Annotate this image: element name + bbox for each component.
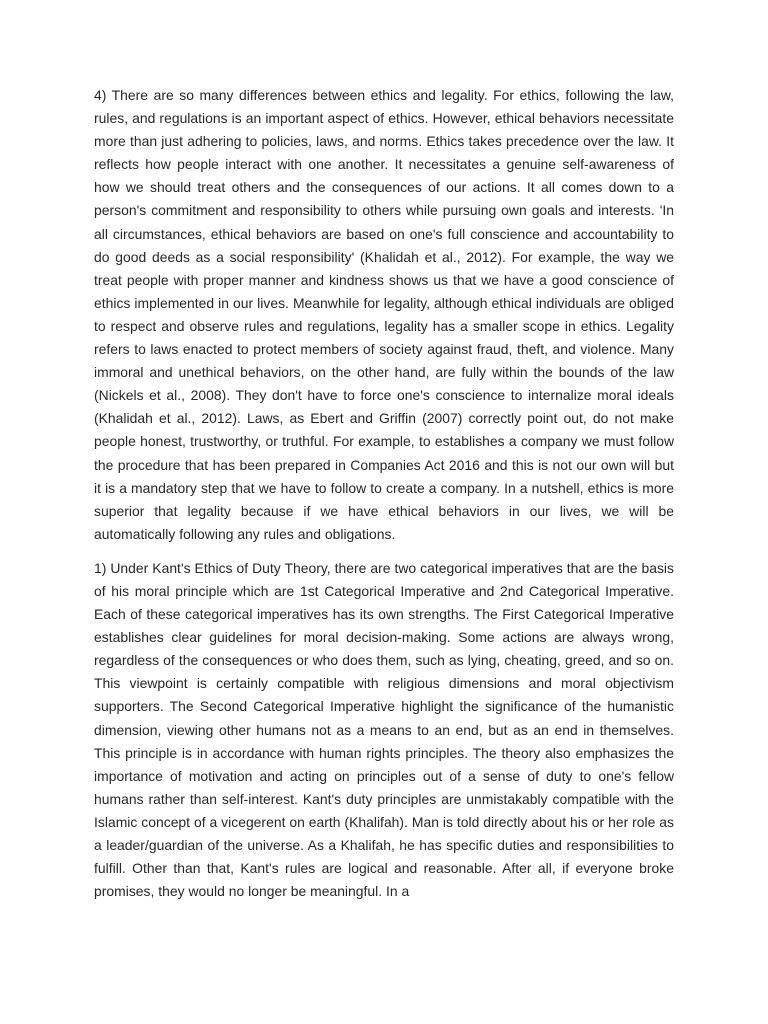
paragraph-kant-duty-theory: 1) Under Kant's Ethics of Duty Theory, there are two categorical imperatives that are the basis of his moral principle which are 1st Categorical Imperative and 2nd Categorical Imperative. Each of these categorical imperatives has its own strengths. The First Categorical Imperative establishes clear guidelines for moral decision-making. Some actions are always wrong, regardless of the consequences or who does them, such as lying, cheating, greed, and so on. This viewpoint is certainly compatible with religious dimensions and moral objectivism supporters. The Second Categorical Imperative highlight the significance of the humanistic dimension, viewing other humans not as a means to an end, but as an end in themselves. This principle is in accordance with human rights principles. The theory also emphasizes the importance of motivation and acting on principles out of a sense of duty to one's fellow humans rather than self-interest. Kant's duty principles are unmistakably compatible with the Islamic concept of a vicegerent on earth (Khalifah). Man is told directly about his or her role as a leader/guardian of the universe. As a Khalifah, he has specific duties and responsibilities to fulfill. Other than that, Kant's rules are logical and reasonable. After all, if everyone broke promises, they would no longer be meaningful. In a — [94, 559, 674, 900]
paragraph-ethics-vs-legality: 4) There are so many differences between ethics and legality. For ethics, following the law, rules, and regulations is an important aspect of ethics. However, ethical behaviors necessitate more than just adhering to policies, laws, and norms. Ethics takes precedence over the law. It reflects how people interact with one another. It necessitates a genuine self-awareness of how we should treat others and the consequences of our actions. It all comes down to a person's commitment and responsibility to others while pursuing own goals and interests. 'In all circumstances, ethical behaviors are based on one's full conscience and accountability to do good deeds as a social responsibility' (Khalidah et al., 2012). For example, the way we treat people with proper manner and kindness shows us that we have a good conscience of ethics implemented in our lives. Meanwhile for legality, although ethical individuals are obliged to respect and observe rules and regulations, legality has a smaller scope in ethics. Legality refers to laws enacted to protect members of society against fraud, theft, and violence. Many immoral and unethical behaviors, on the other hand, are fully within the bounds of the law (Nickels et al., 2008). They don't have to force one's conscience to internalize moral ideals (Khalidah et al., 2012). Laws, as Ebert and Griffin (2007) correctly point out, do not make people honest, trustworthy, or truthful. For example, to establishes a company we must follow the procedure that has been prepared in Companies Act 2016 and this is not our own will but it is a mandatory step that we have to follow to create a company. In a nutshell, ethics is more superior that legality because if we have ethical behaviors in our lives, we will be automatically following any rules and obligations. — [94, 87, 674, 542]
